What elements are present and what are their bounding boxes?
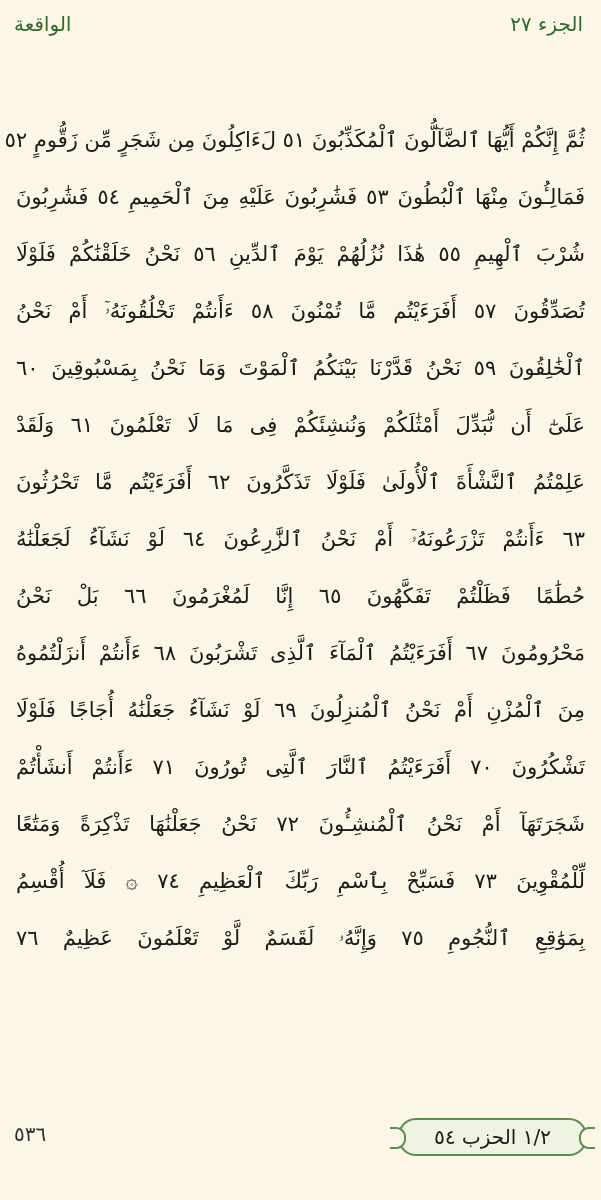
- text-line: حُطَٰمًا فَظَلْتُمْ تَفَكَّهُونَ ٦٥ إِنَّا لَمُغْرَمُونَ ٦٦ بَلْ نَحْنُ: [16, 584, 585, 608]
- hizb-badge: ١/٢ الحزب ٥٤: [398, 1118, 587, 1156]
- page-number: ٥٣٦: [14, 1122, 47, 1146]
- text-line: تُصَدِّقُونَ ٥٧ أَفَرَءَيْتُم مَّا تُمْنُونَ ٥٨ ءَأَنتُمْ تَخْلُقُونَهُۥٓ أَمْ نَحْنُ: [16, 299, 585, 323]
- text-line: عَلَىٰٓ أَن نُّبَدِّلَ أَمْثَٰلَكُمْ وَنُنشِئَكُمْ فِى مَا لَا تَعْلَمُونَ ٦١ وَلَقَدْ: [16, 413, 585, 437]
- text-line: فَمَالِـُٔونَ مِنْهَا ٱلْبُطُونَ ٥٣ فَشَٰرِبُونَ عَلَيْهِ مِنَ ٱلْحَمِيمِ ٥٤ فَشَٰرِبُونَ: [16, 185, 585, 209]
- text-line: ٦٣ ءَأَنتُمْ تَزْرَعُونَهُۥٓ أَمْ نَحْنُ ٱلزَّٰرِعُونَ ٦٤ لَوْ نَشَآءُ لَجَعَلْنَٰهُ: [16, 527, 585, 551]
- text-line: تَشْكُرُونَ ٧٠ أَفَرَءَيْتُمُ ٱلنَّارَ ٱلَّتِى تُورُونَ ٧١ ءَأَنتُمْ أَنشَأْتُمْ: [16, 755, 585, 779]
- text-line: ٱلْخَٰلِقُونَ ٥٩ نَحْنُ قَدَّرْنَا بَيْنَكُمُ ٱلْمَوْتَ وَمَا نَحْنُ بِمَسْبُوقِينَ ٦٠: [16, 356, 585, 380]
- quran-text-block: [4, 112, 586, 1072]
- text-line: ثُمَّ إِنَّكُمْ أَيُّهَا ٱلضَّآلُّونَ ٱلْمُكَذِّبُونَ ٥١ لَءَاكِلُونَ مِن شَجَرٍ مِّن زَقُّومٍ ٥٢: [4, 128, 585, 152]
- text-line: بِمَوَٰقِعِ ٱلنُّجُومِ ٧٥ وَإِنَّهُۥ لَقَسَمٌ لَّوْ تَعْلَمُونَ عَظِيمٌ ٧٦: [16, 926, 585, 950]
- page-header: [0, 0, 601, 50]
- text-line: لِّلْمُقْوِينَ ٧٣ فَسَبِّحْ بِٱسْمِ رَبِّكَ ٱلْعَظِيمِ ٧٤ ۞ فَلَآ أُقْسِمُ: [16, 869, 586, 893]
- juz-label: الجزء ٢٧: [510, 12, 583, 36]
- text-line: عَلِمْتُمُ ٱلنَّشْأَةَ ٱلْأُولَىٰ فَلَوْلَا تَذَكَّرُونَ ٦٢ أَفَرَءَيْتُم مَّا تَحْرُثُونَ: [16, 470, 585, 494]
- text-line: مِنَ ٱلْمُزْنِ أَمْ نَحْنُ ٱلْمُنزِلُونَ ٦٩ لَوْ نَشَآءُ جَعَلْنَٰهُ أُجَاجًا فَلَوْلَا: [16, 698, 586, 722]
- text-line: شَجَرَتَهَآ أَمْ نَحْنُ ٱلْمُنشِـُٔونَ ٧٢ نَحْنُ جَعَلْنَٰهَا تَذْكِرَةً وَمَتَٰعًا: [16, 812, 585, 836]
- text-line: مَحْرُومُونَ ٦٧ أَفَرَءَيْتُمُ ٱلْمَآءَ ٱلَّذِى تَشْرَبُونَ ٦٨ ءَأَنتُمْ أَنزَلْتُمُوهُ: [16, 641, 585, 665]
- text-line: شُرْبَ ٱلْهِيمِ ٥٥ هَٰذَا نُزُلُهُمْ يَوْمَ ٱلدِّينِ ٥٦ نَحْنُ خَلَقْنَٰكُمْ فَلَوْلَا: [16, 242, 585, 266]
- surah-name: الواقعة: [14, 12, 72, 36]
- page-footer: [0, 1108, 601, 1178]
